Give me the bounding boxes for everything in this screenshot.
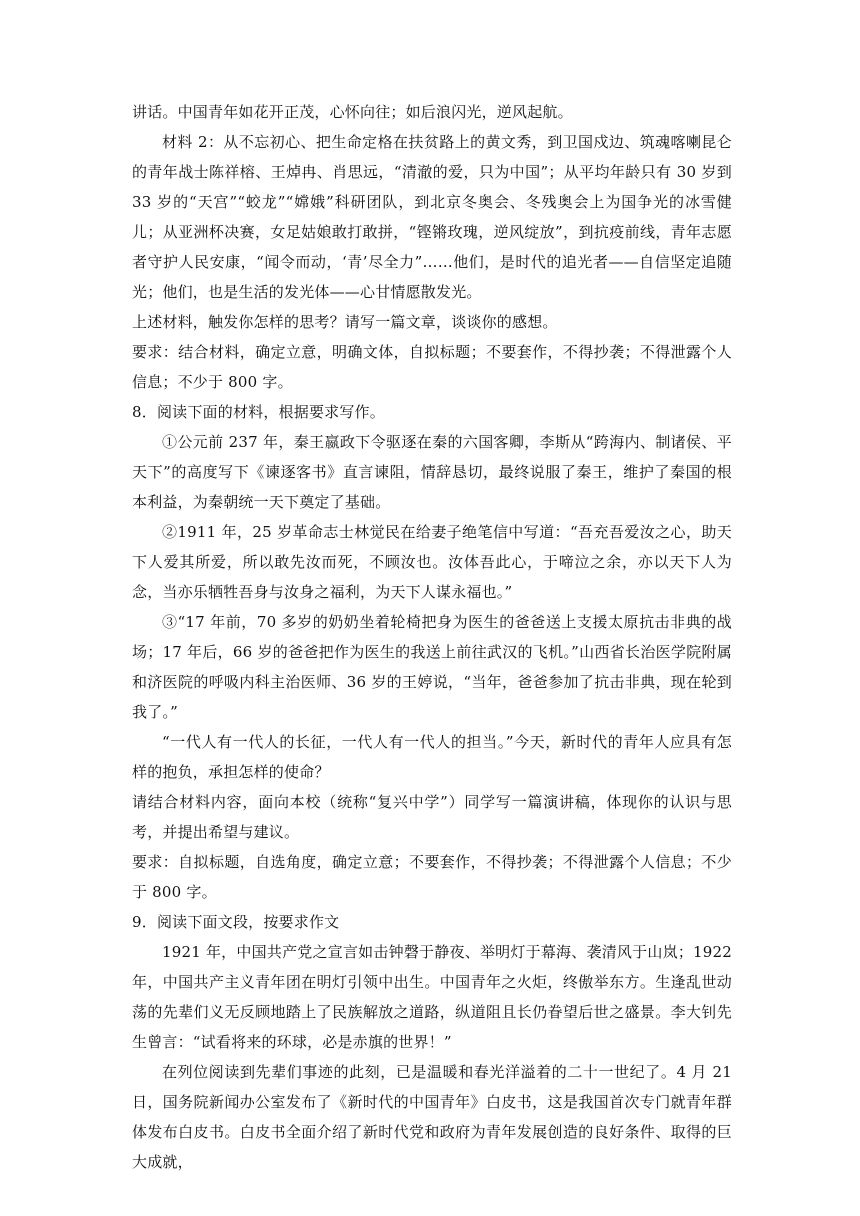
paragraph-requirements-8: 要求：自拟标题，自选角度，确定立意；不要套作，不得抄袭；不得泄露个人信息；不少于 800 字。	[132, 853, 732, 901]
paragraph-prompt-question: 上述材料，触发你怎样的思考？请写一篇文章，谈谈你的感想。	[132, 313, 558, 331]
paragraph-requirements-7: 要求：结合材料，确定立意，明确文体，自拟标题；不要套作，不得抄袭；不得泄露个人信息；不少于 800 字。	[132, 343, 732, 391]
paragraph-speech-ending: 讲话。中国青年如花开正茂，心怀向往；如后浪闪光，逆风起航。	[132, 103, 573, 121]
paragraph-history-1921: 1921 年，中国共产党之宣言如击钟磬于静夜、举明灯于幕海、袭清风于山岚；1922 年，中国共产主义青年团在明灯引领中出生。中国青年之火炬，终傲举东方。生逢乱世动荡的先辈们义无反顾地踏上了民族解放之道路，纵道阻且长仍眷望后世之盛景。李大钊先生曾言：“试看将来的环球，必是赤旗的世界！”	[132, 943, 732, 1051]
paragraph-speech-task: 请结合材料内容，面向本校（统称“复兴中学”）同学写一篇演讲稿，体现你的认识与思考，并提出希望与建议。	[132, 793, 732, 841]
paragraph-material-lin-juemin: ②1911 年，25 岁革命志士林觉民在给妻子绝笔信中写道：“吾充吾爱汝之心，助天下人爱其所爱，所以敢先汝而死，不顾汝也。汝体吾此心，于啼泣之余，亦以天下人为念，当亦乐牺牲吾身与汝身之福利，为天下人谋永福也。”	[132, 523, 732, 601]
paragraph-material-2: 材料 2：从不忘初心、把生命定格在扶贫路上的黄文秀，到卫国戍边、筑魂喀喇昆仑的青年战士陈祥榕、王焯冉、肖思远，“清澈的爱，只为中国”；从平均年龄只有 30 岁到 33 岁的“天宫”“蛟龙”“嫦娥”科研团队，到北京冬奥会、冬残奥会上为国争光的冰雪健儿；从亚洲杯决赛，女足姑娘敢打敢拼，“铿锵玫瑰，逆风绽放”，到抗疫前线，青年志愿者守护人民安康，“闻令而动，‘青’尽全力”……他们，是时代的追光者——自信坚定追随光；他们，也是生活的发光体——心甘情愿散发光。	[132, 133, 732, 301]
document-body	[132, 97, 732, 1177]
paragraph-material-wang-ting: ③“17 年前，70 多岁的奶奶坐着轮椅把身为医生的爸爸送上支援太原抗击非典的战场；17 年后，66 岁的爸爸把作为医生的我送上前往武汉的飞机。”山西省长治医学院附属和济医院的呼吸内科主治医师、36 岁的王婷说，“当年，爸爸参加了抗击非典，现在轮到我了。”	[132, 613, 732, 721]
question-8-heading: 8．阅读下面的材料，根据要求写作。	[132, 403, 385, 421]
paragraph-white-paper: 在列位阅读到先辈们事迹的此刻，已是温暖和春光洋溢着的二十一世纪了。4 月 21 日，国务院新闻办公室发布了《新时代的中国青年》白皮书，这是我国首次专门就青年群体发布白皮书。白皮书全面介绍了新时代党和政府为青年发展创造的良好条件、取得的巨大成就，	[132, 1063, 732, 1171]
paragraph-generation-quote: “一代人有一代人的长征，一代人有一代人的担当。”今天，新时代的青年人应具有怎样的抱负，承担怎样的使命？	[132, 733, 732, 781]
paragraph-material-li-si: ①公元前 237 年，秦王嬴政下令驱逐在秦的六国客卿，李斯从“跨海内、制诸侯、平天下”的高度写下《谏逐客书》直言谏阻，情辞恳切，最终说服了秦王，维护了秦国的根本利益，为秦朝统一天下奠定了基础。	[132, 433, 732, 511]
question-9-heading: 9．阅读下面文段，按要求作文	[132, 913, 340, 931]
